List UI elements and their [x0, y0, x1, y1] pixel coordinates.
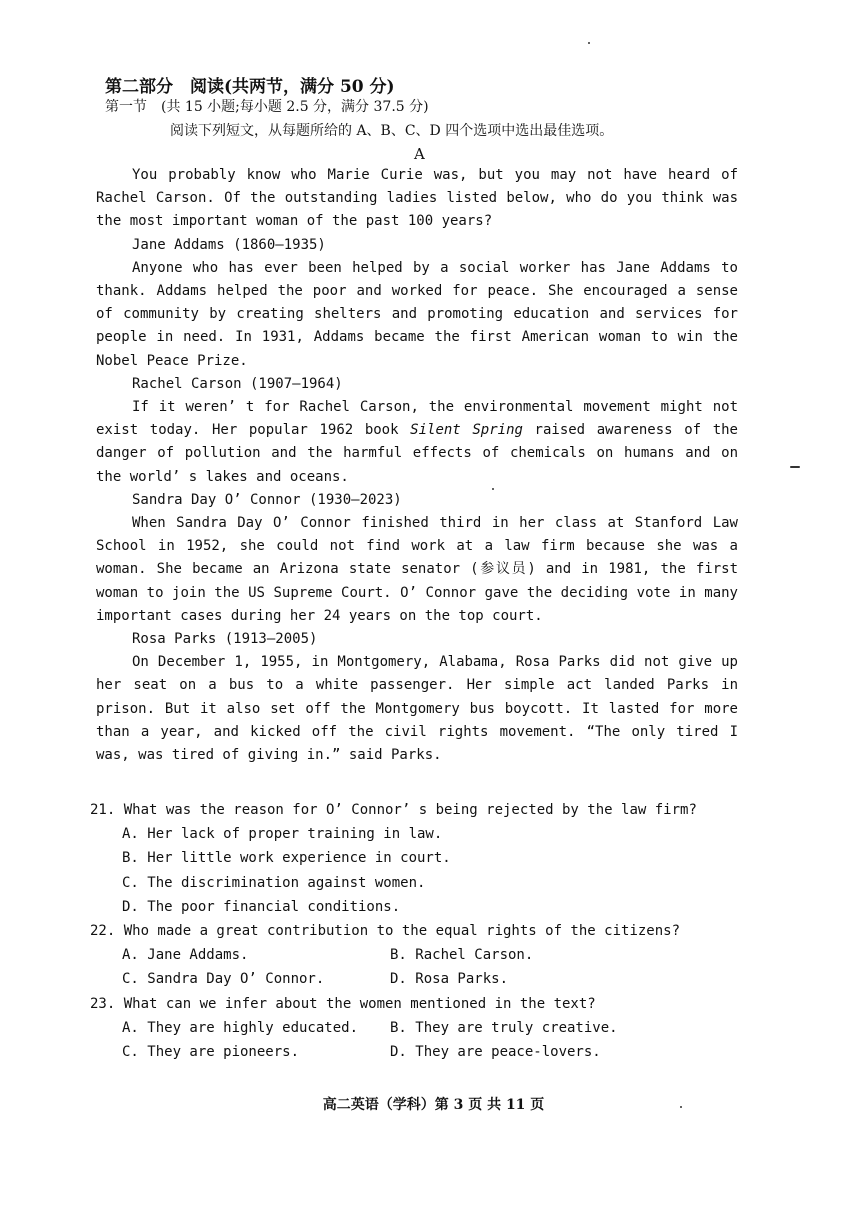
answer-option: B. Rachel Carson.	[390, 947, 534, 964]
page-footer: 高二英语（学科）第 3 页 共 11 页	[322, 1097, 545, 1113]
book-title: Silent Spring	[410, 422, 523, 439]
answer-option: C. Sandra Day O’ Connor.	[122, 971, 325, 988]
person-paragraph	[96, 396, 738, 489]
option-row	[90, 1040, 750, 1064]
scan-speck	[492, 488, 494, 490]
answer-option: A. Her lack of proper training in law.	[122, 826, 443, 843]
answer-option: A. Jane Addams.	[122, 947, 249, 964]
section-title: 第一节 (共 15 小题;每小题 2.5 分，满分 37.5 分)	[105, 99, 429, 115]
person-name: Sandra Day O’ Connor (1930—2023)	[132, 491, 402, 508]
answer-option: A. They are highly educated.	[122, 1019, 359, 1036]
answer-option: D. The poor financial conditions.	[122, 898, 401, 915]
person-paragraph: When Sandra Day O’ Connor finished third in her class at Stanford Law School in 1952, she could not find work at a law firm because she was a woman. She became an Arizona state senator (参议员) and in 1981, the first woman to join the US Supreme Court. O’ Connor gave the deciding vote in many important cases during her 24 years on the top court.	[96, 515, 738, 624]
paragraph-text: raised awareness of the danger of pollution and the harmful effects of chemicals on humans and on the world’ s lakes and oceans.	[96, 422, 738, 485]
answer-option: B. Her little work experience in court.	[122, 850, 451, 867]
scan-speck	[588, 42, 590, 44]
option-row	[90, 1016, 750, 1040]
passage-label: A	[414, 145, 425, 163]
answer-option: C. The discrimination against women.	[122, 874, 426, 891]
person-paragraph: Anyone who has ever been helped by a social worker has Jane Addams to thank. Addams helped the poor and worked for peace. She encouraged a sense of community by creating shelters and promoting education and services for people in need. In 1931, Addams became the first American woman to win the Nobel Peace Prize.	[96, 259, 738, 369]
person-name: Jane Addams (1860—1935)	[132, 236, 326, 253]
scan-speck	[790, 466, 800, 468]
passage-body	[96, 164, 738, 767]
person-name: Rosa Parks (1913—2005)	[132, 631, 318, 648]
person-name: Rachel Carson (1907—1964)	[132, 375, 343, 392]
person-paragraph: On December 1, 1955, in Montgomery, Alabama, Rosa Parks did not give up her seat on a bus to a white passenger. Her simple act landed Parks in prison. But it also set off the Montgomery bus boycott. It lasted for more than a year, and kicked off the civil rights movement. “The only tired I was, was tired of giving in.” said Parks.	[96, 654, 738, 764]
question-stem: 21. What was the reason for O’ Connor’ s being rejected by the law firm?	[90, 802, 697, 818]
answer-option: B. They are truly creative.	[390, 1019, 618, 1036]
question-stem: 23. What can we infer about the women mentioned in the text?	[90, 995, 596, 1012]
answer-option: D. Rosa Parks.	[390, 971, 509, 988]
instruction: 阅读下列短文，从每题所给的 A、B、C、D 四个选项中选出最佳选项。	[170, 123, 614, 139]
passage-intro: You probably know who Marie Curie was, but you may not have heard of Rachel Carson. Of the outstanding ladies listed below, who do you think was the most important woman of the past 100 years?	[96, 167, 738, 230]
part-title: 第二部分 阅读(共两节，满分 50 分)	[105, 77, 395, 97]
answer-option: C. They are pioneers.	[122, 1044, 300, 1061]
option-row	[90, 967, 750, 991]
scan-speck	[680, 1106, 682, 1108]
questions	[90, 798, 750, 1064]
question-stem: 22. Who made a great contribution to the equal rights of the citizens?	[90, 923, 681, 940]
option-row	[90, 943, 750, 967]
answer-option: D. They are peace-lovers.	[390, 1044, 601, 1061]
paragraph-text: If it weren’ t for Rachel Carson, the environmental movement might not exist today. Her popular 1962 book	[96, 399, 738, 439]
